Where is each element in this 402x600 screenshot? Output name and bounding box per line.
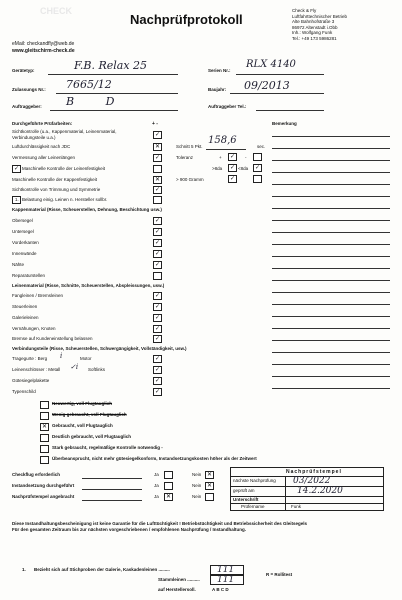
footer-item-num: 1. (22, 567, 26, 572)
naechste-label: nächste Nachprüfung (233, 478, 276, 483)
leinen-bremse: Bremse auf Kundeneinstellung belassen (12, 336, 93, 341)
unterschrift-label: Unterschrift (233, 497, 259, 502)
instandsetzung-nein-box[interactable]: ✕ (207, 482, 213, 489)
status-gebraucht-box[interactable]: ✕ (42, 423, 48, 430)
checks-header: Durchgeführte Prüfarbeiten: (12, 121, 73, 126)
sichtkontrolle-label: Sichtkontrolle (u.a., Kappenmaterial, Leinenmaterial, Verbindungsteile u.a.) (12, 129, 117, 140)
status-neuwertig-box[interactable] (40, 401, 49, 409)
pruefstempel-ja-box[interactable]: ✕ (166, 493, 172, 500)
kappe-innenwaende: Innenwände (12, 251, 37, 256)
checkflug-nein-box[interactable]: ✕ (207, 471, 213, 478)
vermessung-box[interactable]: ✓ (155, 154, 161, 161)
company-type: Luftfahrttechnischer Betrieb (292, 13, 348, 19)
email-text: eMail: checkandfly@web.de (12, 41, 75, 47)
geprueft-label: geprüft am (233, 488, 255, 493)
typen-box[interactable]: ✓ (155, 388, 161, 395)
stamp-title: Nachprüfstempel (286, 469, 342, 475)
disclaimer-line2: Für den gesamten Zeitraum bis zur nächsten vorgeschriebenen / empfohlenen Nachprüfung / Instandhaltung. (12, 527, 247, 532)
kappe-untersegel-box[interactable]: ✓ (155, 228, 161, 235)
over8-label: >8da (212, 166, 223, 171)
toleranz-label: Toleranz (176, 155, 194, 160)
zulassung-value[interactable]: 7665/12 (66, 78, 112, 91)
company-owner: Inh.: Wolfgang Funk (292, 30, 333, 35)
leinen-galerie-box[interactable]: ✓ (155, 314, 161, 321)
belastung-box[interactable] (153, 196, 162, 204)
faint-logo: CHECK (40, 6, 73, 16)
plus-minus: + - (152, 121, 158, 127)
company-phone: Tel.: +49 173 5986281 (292, 35, 337, 41)
toleranz-plus-box[interactable]: ✓ (230, 153, 236, 160)
geraetetyp-value[interactable]: F.B. Relax 25 (74, 59, 148, 72)
instandsetzung-ja-box[interactable] (164, 482, 173, 490)
kappe-untersegel: Untersegel (12, 229, 34, 234)
typen-label: Typenschild (12, 389, 36, 394)
status-gebraucht: Gebraucht, voll Flugtauglich (52, 423, 113, 428)
leinen-vernaehungen-box[interactable]: ✓ (155, 325, 161, 332)
kappe-obersegel: Obersegel (12, 218, 33, 223)
luft-box[interactable]: ✕ (155, 143, 161, 150)
checkflug-ja-box[interactable] (164, 471, 173, 479)
kappe-reparatur: Reparaturstellen (12, 273, 46, 278)
guete-label: Gütesiegelplakette (12, 378, 50, 383)
status-deutlich: Deutlich gebraucht, voll Flugtauglich (52, 434, 132, 439)
pruefername-value: Funk (291, 504, 302, 509)
motor-label: Motor (80, 356, 92, 361)
leinen-steuer: Steuerleinen (12, 304, 38, 309)
sichtkontrolle-box[interactable]: ✓ (155, 131, 161, 138)
zulassung-label: Zulassungs Nr.: (12, 87, 46, 92)
belastung-num-box: 1. (12, 196, 21, 204)
leinen-galerie: Galerieleinen (12, 315, 39, 320)
doc-title: Nachprüfprotokoll (130, 12, 243, 27)
status-deutlich-box[interactable] (40, 434, 49, 442)
sicht-trimm-box[interactable]: ✓ (155, 186, 161, 193)
leinen-steuer-box[interactable]: ✓ (155, 303, 161, 310)
sicht-trimm-label: Sichtkontrolle von Trimmung und Symmetrie (12, 187, 101, 192)
bemerkung-label: Bemerkung (272, 121, 297, 126)
kappe-header: Kappenmaterial (Risse, Scheuerstellen, Dehnung, Beschichtung usw.) (12, 207, 162, 212)
over900-plus-box[interactable]: ✓ (230, 175, 236, 182)
kappe-vorderkanten: Vorderkanten (12, 240, 39, 245)
over900-minus-box[interactable] (253, 175, 262, 183)
vermessung-label: Vermessung aller Leinenlängen (12, 155, 76, 160)
instandsetzung-label: Instandsetzung durchgeführt (12, 483, 75, 488)
over8-box[interactable]: ✓ (230, 164, 236, 171)
under8-label: <8da (238, 166, 249, 171)
pruefstempel-label: Nachprüfstempel angebracht (12, 494, 75, 499)
under8-box[interactable]: ✓ (255, 164, 261, 171)
stamm-box[interactable]: 111 (210, 575, 244, 585)
pruefername-label: Prüfername (241, 504, 265, 509)
masch-kappe-box[interactable]: ✕ (155, 176, 161, 183)
company-street: Alte Bahnhofstraße 3 (292, 19, 335, 24)
website-text: www.gleitschirm-check.de (12, 48, 75, 54)
seriennr-value[interactable]: RLX 4140 (246, 59, 296, 70)
baujahr-label: Baujahr: (208, 87, 227, 92)
pruefstempel-stamp (230, 467, 384, 511)
pruefstempel-nein-box[interactable] (205, 493, 214, 501)
company-block (292, 8, 347, 41)
geraetetyp-label: Gerätetyp: (12, 68, 35, 73)
status-ueber-box[interactable] (40, 456, 49, 464)
leinen-vernaehungen: Vernähungen, Knoten (12, 326, 56, 331)
schnitt-label: Schnitt 5 Pkt. (176, 144, 203, 149)
disclaimer-line1: Diese Instandhaltungsbescheinigung ist keine Garantie für die Lufttüchtigkeit ! Betriebstüchtigkeit und Betriebssicherheit des Gleitsegels (12, 521, 308, 526)
company-city: 86972 Altenstadt i.Obb (292, 24, 338, 30)
kappe-reparatur-box[interactable] (153, 272, 162, 280)
kappe-obersegel-box[interactable]: ✓ (155, 217, 161, 224)
leinen-fang-box[interactable]: ✓ (155, 292, 161, 299)
status-neuwertig: Neuwertig, voll Flugtauglich (52, 401, 113, 406)
leinen-header: Leinenmaterial (Risse, Schnitte, Scheuerstellen, Abspleissungen, usw.) (12, 283, 165, 288)
leinenschloesser-label: Leinenschlösser : Metall (12, 367, 61, 372)
status-stark-box[interactable] (40, 445, 49, 453)
geprueft-value[interactable]: 14.2.2020 (297, 486, 343, 496)
kappe-naehte-box[interactable]: ✓ (155, 261, 161, 268)
over900-label: > 900 Gramm (176, 177, 204, 182)
belastung-label: Belastung einig. Leinen n. Hersteller sollbr. (22, 197, 108, 202)
footer-abcd: A B C D (212, 587, 229, 592)
status-stark: Stark gebraucht, regelmäßige Kontrolle notwendig - (52, 445, 163, 450)
company-name: Check & Fly (292, 8, 317, 13)
masch-leine-box[interactable] (153, 165, 162, 173)
schnitt-value[interactable]: 158,6 (208, 135, 237, 146)
masch-leine-label: Maschinelle Kontrolle der Leinenfestigkeit (22, 166, 106, 171)
kappe-vorderkanten-box[interactable]: ✓ (155, 239, 161, 246)
auftraggeber-tel-label: Auftraggeber Tel.: (208, 104, 247, 109)
status-ueber: Überbeansprucht, nicht mehr gütesiegelkonform, Instandsetzungskosten höher als der Zeitwert (52, 456, 257, 461)
footer-stamm: Stammleinen .......... (158, 577, 200, 582)
auftraggeber-label: Auftraggeber: (12, 104, 42, 109)
leinen-fang: Fangleinen / Bremsleinen (12, 293, 64, 298)
sec-label: sec. (257, 144, 266, 149)
masch-leine-check[interactable]: ✓ (14, 165, 20, 172)
baujahr-value[interactable]: 09/2013 (244, 79, 290, 92)
auftraggeber-value[interactable]: B D (66, 95, 129, 108)
tragegurte-label: Tragegurte : Berg (12, 356, 48, 361)
leinenschloesser-box[interactable]: ✓ (155, 366, 161, 373)
softlinks-label: Softlinks (88, 367, 106, 372)
toleranz-minus-box[interactable] (253, 153, 262, 161)
rollitest-label: R = Rollitest (266, 572, 293, 577)
tragegurte-box[interactable]: ✓ (155, 355, 161, 362)
masch-kappe-label: Maschinelle Kontrolle der Kappenfestigkeit (12, 177, 98, 182)
verbindung-header: Verbindungsteile (Risse, Scheuerstellen, Schwergängigkeit, Vollständigkeit, usw.) (12, 346, 187, 351)
naechste-value[interactable]: 03/2022 (293, 476, 331, 486)
guete-box[interactable]: ✓ (155, 377, 161, 384)
footer-auf: auf Herstellersoll. (158, 587, 196, 592)
kappe-innenwaende-box[interactable]: ✓ (155, 250, 161, 257)
leinen-bremse-box[interactable]: ✓ (155, 335, 161, 342)
luft-label: Luftdurchlässigkeit nach JDC (12, 144, 71, 149)
protocol-page: CHECK Nachprüfprotokoll Check & Fly Luftfahrttechnischer Betrieb Alte Bahnhofstraße 3 86972 Altenstadt i.Obb Inh.: Wolfgang Funk Tel.: +49 173 5986281 eMail: checkandfly@web.de www.gleitschirm-check.de Gerätetyp: F.B. Relax 25 Serien Nr.: RLX 4140 Zulassungs Nr.: 7665/12 Baujahr: 09/2013 Auftraggeber: B D Auftraggeber Tel.: Durchgeführte Prüfarbeiten: + - Bemerkung Sichtkontrolle (u.a., Kappenmaterial, Leinenmaterial, Verbindungsteile u.a.) ✓ Luftdurchlässigkeit nach JDC ✕ Schnitt 5 Pkt. 158,6 sec. Vermessung aller Leinenlängen ✓ Toleranz ✓ + - Maschinelle Kontrolle der Leinenfestigkeit ✓ >8da ✓ <8da ✓ Maschinelle Kontrolle der Kappenfestigkeit ✕ > 900 Gramm ✓ Sichtkontrolle von Trimmung und Symmetrie ✓ 1. Belastung einig. Leinen n. Hersteller sollbr. Kappenmaterial (Risse, Scheuerstellen, Dehnung, Beschichtung usw.) Obersegel ✓ Untersegel ✓ Vorderkanten ✓ Innenwände ✓ Nähte ✓ Reparaturstellen Leinenmaterial (Risse, Schnitte, Scheuerstellen, Abspleissungen, usw.) Fangleinen / Bremsleinen ✓ Steuerleinen ✓ Galerieleinen ✓ Vernähungen, Knoten ✓ Bremse auf Kundeneinstellung belassen ✓ Verbindungsteile (Risse, Scheuerstellen, Schwergängigkeit, Vollständigkeit, usw.) Tragegurte : Berg i Motor ✓ Leinenschlösser : Metall ✓i Softlinks ✓ Gütesiegelplakette ✓ Typenschild ✓ Neuwertig, voll Flugtauglich Wenig gebraucht, voll Flugtauglich ✕ Gebraucht, voll Flugtauglich Deutlich gebraucht, voll Flugtauglich Stark gebraucht, regelmäßige Kontrolle notwendig - Überbeansprucht, nicht mehr gütesiegelkonform, Instandsetzungskosten höher als der Zeitwert Checkflug erforderlich Ja Nein ✕ Instandsetzung durchgeführt Ja Nein ✕ Nachprüfstempel angebracht Ja ✕ Nein Nachprüfstempel nächste Nachprüfung 03/2022 geprüft am 14.2.2020 Unterschrift Prüfername Funk Diese Instandhaltungsbescheinigung ist keine Garantie für die Lufttüchtigkeit ! Betriebstüchtigkeit und Betriebssicherheit des Gleitsegels Für den gesamten Zeitraum bis zur nächsten vorgeschriebenen / empfohlenen Nachprüfung / Instandhaltung. 1. Bezieht sich auf Stichproben der Galerie, Kaskadenleinen ......... 111 R = Rollitest Stammleinen .......... 111 auf Herstellersoll. A B C D (0, 0, 402, 600)
seriennr-label: Serien Nr.: (208, 68, 231, 73)
checkflug-label: Checkflug erforderlich (12, 472, 61, 477)
kappe-naehte: Nähte (12, 262, 25, 267)
galerie-box[interactable]: 111 (210, 565, 244, 575)
footer-bezieht: Bezieht sich auf Stichproben der Galerie, Kaskadenleinen ......... (34, 567, 170, 572)
status-wenig: Wenig gebraucht, voll Flugtauglich (52, 412, 127, 417)
status-wenig-box[interactable] (40, 412, 49, 420)
